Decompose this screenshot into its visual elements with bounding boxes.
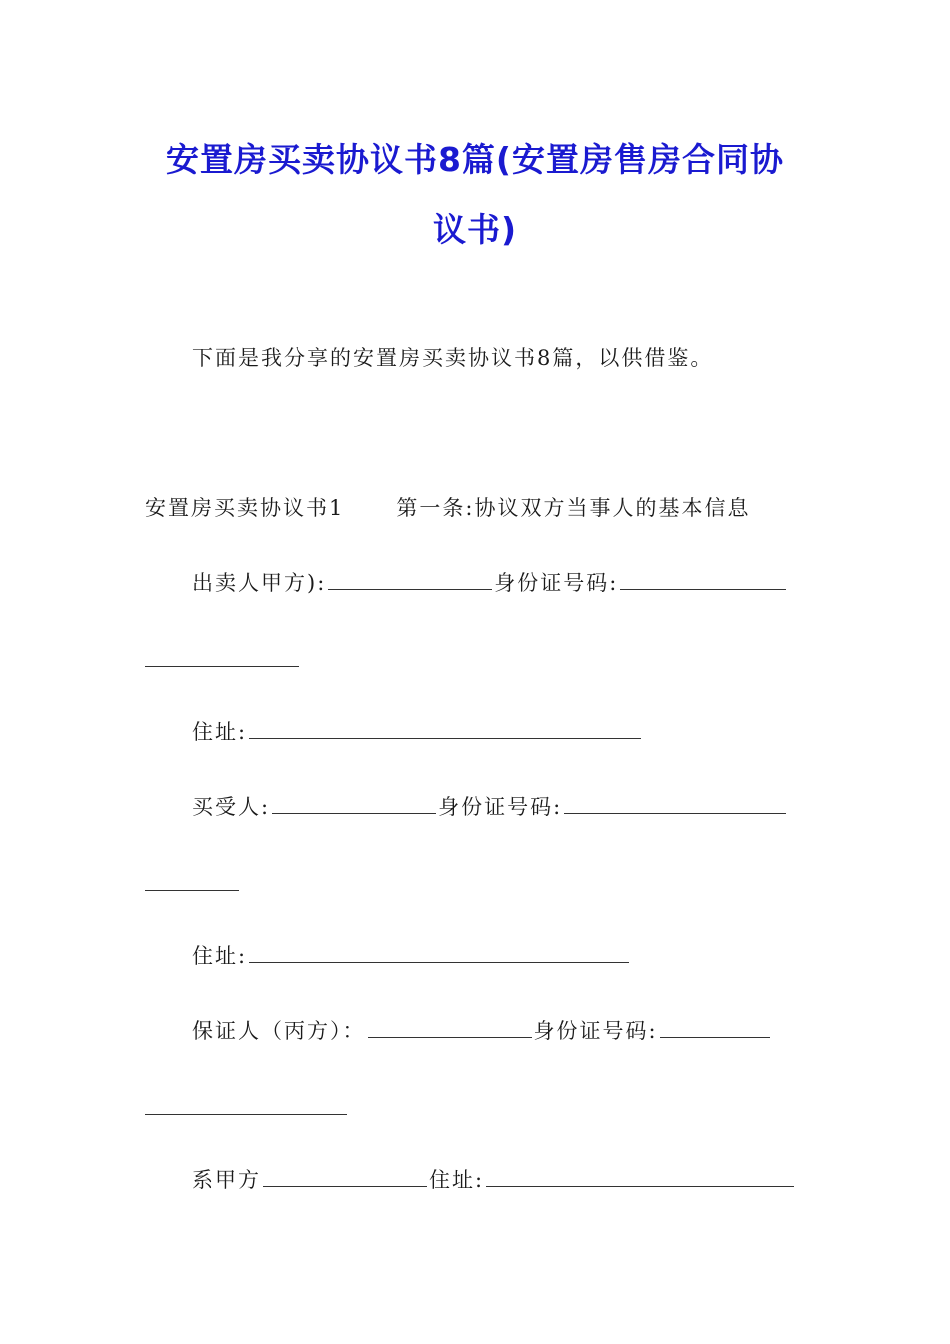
buyer-name-blank: [272, 795, 436, 814]
relation-address-blank: [486, 1168, 794, 1187]
seller-row: [192, 568, 788, 598]
guarantor-id-blank-continued: [145, 1113, 347, 1115]
seller-address-row: [192, 717, 643, 747]
seller-label: 出卖人甲方):: [192, 571, 327, 595]
guarantor-row: [192, 1016, 772, 1046]
buyer-address-label: 住址:: [192, 944, 248, 968]
guarantor-name-blank: [368, 1019, 532, 1038]
seller-address-blank: [249, 720, 641, 739]
seller-address-label: 住址:: [192, 720, 248, 744]
relation-address-label: 住址:: [429, 1168, 485, 1192]
guarantor-label: 保证人（丙方）：: [192, 1019, 366, 1043]
guarantor-id-label: 身份证号码:: [533, 1019, 658, 1043]
document-title-line-1: 安置房买卖协议书8篇(安置房售房合同协: [165, 140, 785, 179]
buyer-id-label: 身份证号码:: [438, 795, 563, 819]
seller-id-blank-continued: [145, 665, 299, 667]
buyer-address-blank: [249, 944, 629, 963]
document-title-line-2: 议书): [432, 210, 518, 249]
buyer-address-row: [192, 941, 631, 971]
section-heading: 安置房买卖协议书1: [145, 496, 345, 520]
seller-id-label: 身份证号码:: [494, 571, 619, 595]
seller-id-blank: [620, 571, 786, 590]
article-heading: 第一条:协议双方当事人的基本信息: [396, 496, 751, 520]
seller-name-blank: [328, 571, 492, 590]
section-heading-line: [145, 493, 750, 523]
buyer-id-blank-continued: [145, 889, 239, 891]
relation-blank: [263, 1168, 427, 1187]
relation-label: 系甲方: [192, 1168, 261, 1192]
guarantor-id-blank: [660, 1019, 770, 1038]
intro-paragraph: 下面是我分享的安置房买卖协议书8篇，以供借鉴。: [192, 346, 714, 370]
buyer-id-blank: [564, 795, 786, 814]
relation-row: [192, 1165, 796, 1195]
buyer-label: 买受人:: [192, 795, 271, 819]
buyer-row: [192, 792, 788, 822]
